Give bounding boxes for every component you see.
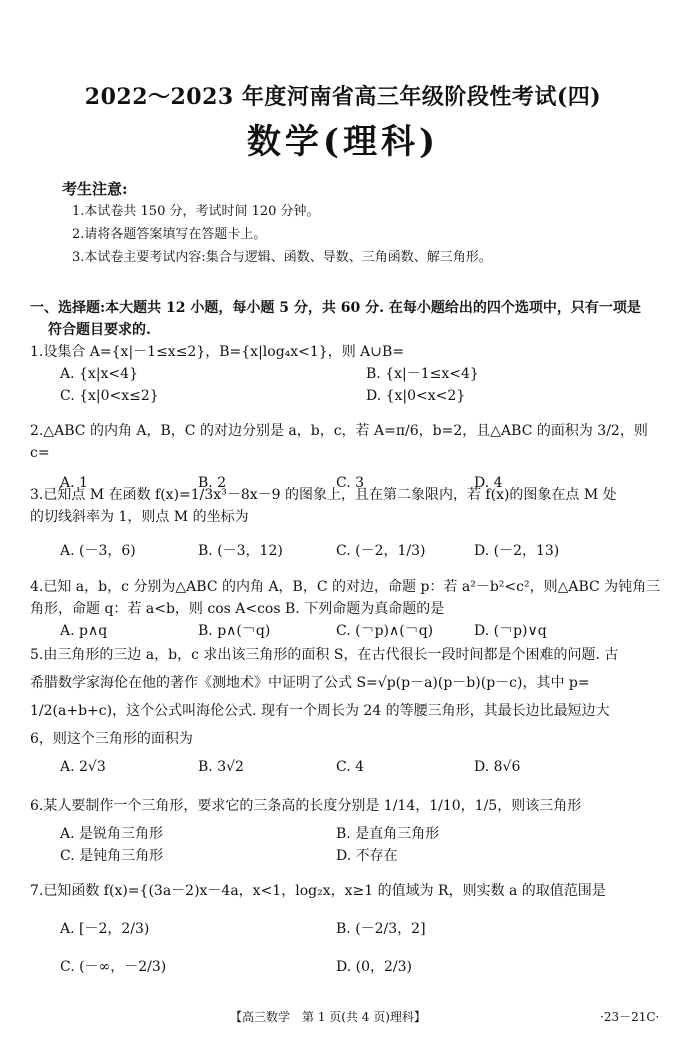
option-a: A. [－2，2/3) <box>60 921 150 937</box>
notice-item: 1.本试卷共 150 分，考试时间 120 分钟。 <box>72 204 320 219</box>
option-d: D. {x|0<x<2} <box>366 388 466 404</box>
question-3-stem-line2: 的切线斜率为 1，则点 M 的坐标为 <box>30 509 249 525</box>
notice-item: 2.请将各题答案填写在答题卡上。 <box>72 227 267 242</box>
option-d: D. (￢p)∨q <box>474 623 547 639</box>
question-7-options-row2 <box>60 956 662 978</box>
option-d: D. (－2，13) <box>474 543 560 559</box>
option-b: B. 3√2 <box>198 759 244 775</box>
question-4-stem-line2: 角形，命题 q：若 a<b，则 cos A<cos B. 下列命题为真命题的是 <box>30 601 445 617</box>
notice-heading: 考生注意: <box>62 180 128 198</box>
question-7 <box>30 880 662 978</box>
option-d: D. 4 <box>474 475 503 491</box>
notice-block <box>62 178 662 269</box>
subject-title: 数学(理科) <box>246 122 440 162</box>
option-c: C. 3 <box>336 475 365 491</box>
question-7-stem: 7.已知函数 f(x)={(3a－2)x－4a，x<1，log₂x，x≥1 的值域为 R，则实数 a 的取值范围是 <box>30 883 606 899</box>
option-b: B. p∧(￢q) <box>198 623 271 639</box>
option-c: C. (－2，1/3) <box>336 543 426 559</box>
question-7-options-row1 <box>60 918 662 940</box>
option-b: B. {x|－1≤x<4} <box>366 366 479 382</box>
option-d: D. 不存在 <box>336 848 398 864</box>
option-a: A. (－3，6) <box>60 543 136 559</box>
question-4-stem-line1: 4.已知 a，b，c 分别为△ABC 的内角 A，B，C 的对边，命题 p：若 a²－b²<c²，则△ABC 为钝角三 <box>30 579 661 595</box>
question-1-stem: 1.设集合 A={x|－1≤x≤2}，B={x|log₄x<1}，则 A∪B= <box>30 344 405 360</box>
notice-item: 3.本试卷主要考试内容:集合与逻辑、函数、导数、三角函数、解三角形。 <box>72 250 492 265</box>
question-5-stem-line3: 1/2(a+b+c)，这个公式叫海伦公式. 现有一个周长为 24 的等腰三角形，其最长边比最短边大 <box>30 703 610 719</box>
option-b: B. 2 <box>198 475 227 491</box>
option-c: C. (￢p)∧(￢q) <box>336 623 434 639</box>
section-heading-line1: 一、选择题:本大题共 12 小题，每小题 5 分，共 60 分. 在每小题给出的四个选项中，只有一项是 <box>30 300 641 316</box>
paper-code: ·23－21C· <box>600 1010 660 1024</box>
option-d: D. (0，2/3) <box>336 959 412 975</box>
question-3-stem-line1: 3.已知点 M 在函数 f(x)=1/3x³－8x－9 的图象上，且在第二象限内，若 f(x)的图象在点 M 处 <box>30 487 617 503</box>
option-c: C. {x|0<x≤2} <box>60 388 159 404</box>
question-4 <box>30 576 662 642</box>
option-a: A. 2√3 <box>60 759 106 775</box>
question-6-options-row2 <box>60 845 662 867</box>
question-5-stem-line1: 5.由三角形的三边 a，b，c 求出该三角形的面积 S，在古代很长一段时间都是个困难的问题. 古 <box>30 647 619 663</box>
question-6-stem: 6.某人要制作一个三角形，要求它的三条高的长度分别是 1/14，1/10，1/5，则该三角形 <box>30 798 582 814</box>
question-6-options-row1 <box>60 823 662 845</box>
option-a: A. 是锐角三角形 <box>60 826 164 842</box>
option-c: C. 4 <box>336 759 365 775</box>
exam-title: 2022～2023 年度河南省高三年级阶段性考试(四) <box>84 84 602 110</box>
question-3 <box>30 484 662 562</box>
question-5 <box>30 644 662 778</box>
option-a: A. p∧q <box>60 623 108 639</box>
question-6 <box>30 795 662 867</box>
option-a: A. 1 <box>60 475 88 491</box>
question-1-options-row1 <box>60 363 662 385</box>
question-1-options-row2 <box>60 385 662 407</box>
question-1 <box>30 341 662 407</box>
option-c: C. (－∞，－2/3) <box>60 959 167 975</box>
option-b: B. 是直角三角形 <box>336 826 440 842</box>
question-5-stem-line4: 6，则这个三角形的面积为 <box>30 731 193 747</box>
option-b: B. (－3，12) <box>198 543 283 559</box>
option-b: B. (－2/3，2] <box>336 921 426 937</box>
question-5-options <box>60 756 662 778</box>
question-3-options <box>60 540 662 562</box>
page-footer: 【高三数学 第 1 页(共 4 页)理科】 <box>230 1010 426 1024</box>
question-2 <box>30 420 662 494</box>
section-heading <box>30 297 660 341</box>
option-d: D. 8√6 <box>474 759 521 775</box>
option-a: A. {x|x<4} <box>60 366 138 382</box>
question-2-stem: 2.△ABC 的内角 A，B，C 的对边分别是 a，b，c，若 A=π/6，b=2，且△ABC 的面积为 3/2，则 c= <box>30 423 648 461</box>
option-c: C. 是钝角三角形 <box>60 848 164 864</box>
question-5-stem-line2: 希腊数学家海伦在他的著作《测地术》中证明了公式 S=√p(p－a)(p－b)(p－c)，其中 p= <box>30 675 590 691</box>
question-4-options <box>60 620 662 642</box>
section-heading-line2: 符合题目要求的. <box>48 322 151 338</box>
